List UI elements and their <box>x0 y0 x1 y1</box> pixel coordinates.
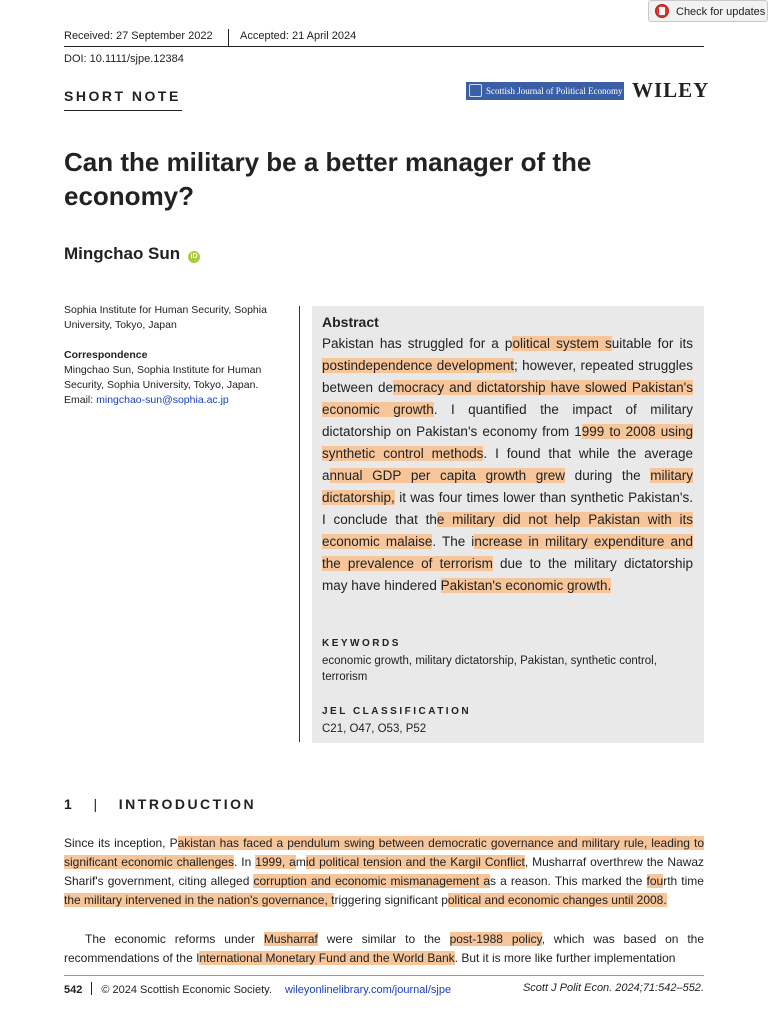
abstract-highlight: nnual GDP per capita growth grew <box>329 468 566 483</box>
body-highlight: olitical and economic changes until 2008. <box>447 893 667 907</box>
author-name: Mingchao Sun <box>64 244 181 263</box>
body-highlight: ation's governance, t <box>224 893 335 907</box>
abstract-highlight: mocracy and dictatorship have slowed Pakistan's economic growth <box>322 380 693 417</box>
keywords-list: economic growth, military dictatorship, Pakistan, synthetic control, terrorism <box>322 655 657 683</box>
body-highlight: 1999, a <box>255 855 296 869</box>
correspondence-text: Mingchao Sun, Sophia Institute for Human Security, Sophia University, Tokyo, Japan. <box>64 364 262 391</box>
abstract-box <box>312 306 704 743</box>
email-label: Email: <box>64 394 94 406</box>
intro-paragraph-1 <box>64 834 704 910</box>
header-divider <box>228 29 229 47</box>
journal-logo[interactable] <box>466 82 624 100</box>
section-number: 1 <box>64 796 75 812</box>
abstract-span: due to the military dictatorship may have hindered <box>322 556 693 593</box>
abstract-span: . I found that while the average a <box>322 446 694 483</box>
section-title: INTRODUCTION <box>118 796 257 812</box>
abstract-highlight: military dictatorship, <box>322 468 693 505</box>
header-rule <box>64 46 704 47</box>
abstract-highlight: 999 to 2008 using synthetic control methods <box>322 424 693 461</box>
body-highlight: id political tension and the Kargil Conflict <box>305 855 525 869</box>
abstract-span: . I quantified the impact of military dictatorship on Pakistan's economy from 1 <box>322 402 693 439</box>
journal-seal-icon <box>469 84 482 97</box>
section-divider: | <box>93 796 100 812</box>
abstract-heading: Abstract <box>322 314 379 330</box>
section-label-underline <box>64 110 182 111</box>
body-span: were similar to the <box>317 932 450 946</box>
body-span: . But it is more like further implementation <box>454 951 676 965</box>
affiliation: Sophia Institute for Human Security, Sophia University, Tokyo, Japan <box>64 304 267 331</box>
crossmark-icon <box>655 4 669 18</box>
abstract-span: uitable for its <box>611 336 693 351</box>
body-highlight: akistan has faced a pendulum swing between democratic governance and military rule, leading to significant economic challenges <box>64 836 704 869</box>
article-title: Can the military be a better manager of the economy? <box>64 147 592 211</box>
jel-heading: JEL CLASSIFICATION <box>322 706 472 717</box>
footer-rule <box>64 975 704 976</box>
correspondence <box>64 348 294 408</box>
publisher-logo[interactable]: WILEY <box>632 78 710 102</box>
abstract-span: it was four times lower than synthetic Pakistan's. I conclude that th <box>322 490 693 527</box>
body-span: . In <box>233 855 256 869</box>
body-span: rth time <box>663 874 704 888</box>
footer-divider <box>91 982 92 995</box>
intro-paragraph-2 <box>64 930 704 968</box>
abstract-span: during the <box>565 468 651 483</box>
body-highlight: corruption and economic mismanagement a <box>253 874 491 888</box>
abstract-highlight: Pakistan's economic growth. <box>440 578 612 593</box>
body-span: The economic reforms under <box>85 932 264 946</box>
footer <box>64 982 704 996</box>
correspondence-label: Correspondence <box>64 349 148 361</box>
citation: Scott J Polit Econ. 2024;71:542–552. <box>522 982 704 994</box>
journal-name: Scottish Journal of Political Economy <box>486 86 623 96</box>
body-span: s a reason. This marked the <box>490 874 647 888</box>
body-highlight: fou <box>646 874 664 888</box>
abstract-highlight: ncrease in military expenditure and the prevalence of terrorism <box>322 534 693 571</box>
body-highlight: nternational Monetary Fund and the World Bank <box>199 951 455 965</box>
section-heading <box>64 796 256 812</box>
page-number: 542 <box>64 984 83 996</box>
abstract-highlight: e military did not help Pakistan with its economic malaise <box>322 512 693 549</box>
body-span: m <box>295 855 306 869</box>
check-for-updates-label: Check for updates <box>676 6 766 18</box>
body-highlight: Musharraf <box>263 932 318 946</box>
accepted-date: Accepted: 21 April 2024 <box>240 30 357 42</box>
body-highlight: post-1988 policy <box>449 932 542 946</box>
abstract-span: Pakistan has struggled for a p <box>322 336 513 351</box>
journal-url-link[interactable]: wileyonlinelibrary.com/journal/sjpe <box>284 984 452 996</box>
orcid-icon[interactable]: iD <box>188 251 200 263</box>
received-date: Received: 27 September 2022 <box>64 30 213 42</box>
body-span: , which was based on the recommendations of the I <box>64 932 705 965</box>
column-divider <box>299 306 300 742</box>
jel-codes: C21, O47, O53, P52 <box>322 723 427 735</box>
body-span: riggering significant p <box>334 893 448 907</box>
abstract-highlight: olitical system s <box>512 336 612 351</box>
check-for-updates-button[interactable] <box>648 0 768 22</box>
section-label: SHORT NOTE <box>64 88 181 104</box>
abstract-highlight: postindependence development <box>322 358 515 373</box>
doi[interactable]: DOI: 10.1111/sjpe.12384 <box>64 53 184 65</box>
abstract-span: ; however, repeated struggles between de <box>322 358 694 395</box>
abstract-text <box>322 333 693 597</box>
abstract-span: . The i <box>432 534 475 549</box>
keywords-heading: KEYWORDS <box>322 638 401 649</box>
email-link[interactable]: mingchao-sun@sophia.ac.jp <box>96 394 229 406</box>
body-span: , Musharraf overthrew the Nawaz Sharif's government, citing alleged <box>64 855 704 888</box>
copyright: © 2024 Scottish Economic Society. <box>101 984 272 996</box>
body-highlight: the military intervened in the n <box>64 893 225 907</box>
body-span: Since its inception, P <box>64 836 178 850</box>
